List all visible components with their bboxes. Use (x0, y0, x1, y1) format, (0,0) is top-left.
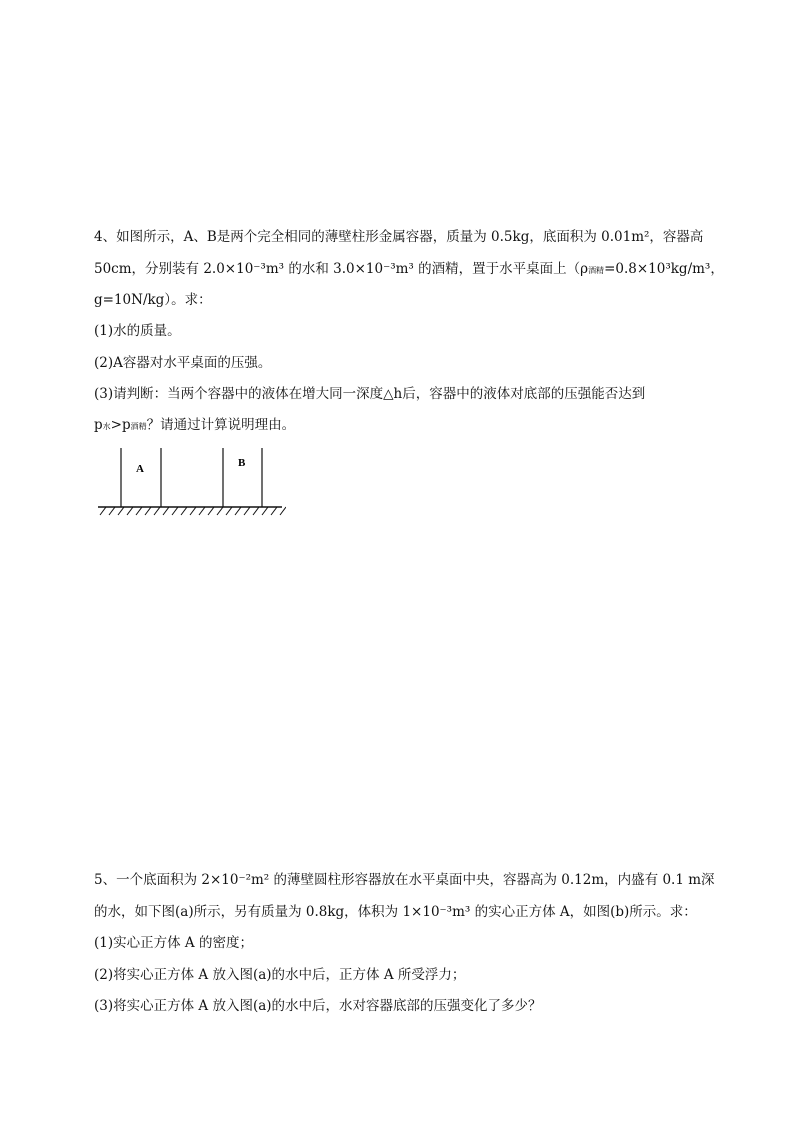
q4-part-2: (2)A容器对水平桌面的压强。 (94, 355, 272, 371)
q5-line-2: 的水，如下图(a)所示，另有质量为 0.8kg，体积为 1×10⁻³m³ 的实心正方体 A，如图(b)所示。求： (94, 904, 697, 920)
hatch-mark (271, 507, 277, 515)
hatch-mark (190, 507, 196, 515)
q5-line-1: 5、一个底面积为 2×10⁻²m² 的薄壁圆柱形容器放在水平桌面中央，容器高为 0.12m，内盛有 0.1 m深 (94, 872, 715, 888)
q4-greater-p: >p (110, 417, 131, 433)
q4-line-3: g=10N/kg）。求： (94, 292, 212, 308)
hatch-mark (100, 507, 106, 515)
q4-part-3-cont (94, 417, 295, 435)
q4-rho-subscript: 酒精 (588, 266, 605, 275)
q4-part-1: (1)水的质量。 (94, 323, 181, 339)
hatch-mark (199, 507, 205, 515)
q5-part-1: (1)实心正方体 A 的密度； (94, 935, 253, 951)
container-a (121, 448, 161, 507)
hatch-mark (235, 507, 241, 515)
hatch-mark (208, 507, 214, 515)
containers-figure (96, 440, 286, 520)
hatch-mark (145, 507, 151, 515)
q4-line-1: 4、如图所示，A、B是两个完全相同的薄壁柱形金属容器，质量为 0.5kg，底面积为 0.01m²，容器高 (94, 229, 704, 245)
hatch-mark (181, 507, 187, 515)
q5-part-2: (2)将实心正方体 A 放入图(a)的水中后，正方体 A 所受浮力； (94, 967, 466, 983)
hatch-mark (280, 507, 286, 515)
hatch-mark (262, 507, 268, 515)
q4-line-2-tail: =0.8×10³kg/m³， (604, 261, 724, 277)
hatch-mark (163, 507, 169, 515)
container-a-label: A (136, 463, 144, 475)
hatch-mark (154, 507, 160, 515)
hatch-mark (136, 507, 142, 515)
q4-line-2 (94, 261, 724, 279)
hatch-mark (217, 507, 223, 515)
hatch-mark (127, 507, 133, 515)
q4-part-3: (3)请判断：当两个容器中的液体在增大同一深度△h后，容器中的液体对底部的压强能否达到 (94, 386, 646, 402)
q4-water-subscript: 水 (102, 422, 111, 431)
hatch-mark (253, 507, 259, 515)
q5-part-3: (3)将实心正方体 A 放入图(a)的水中后，水对容器底部的压强变化了多少？ (94, 998, 542, 1014)
table-surface (98, 507, 286, 515)
q4-line-7-tail: ？请通过计算说明理由。 (146, 417, 296, 433)
hatch-mark (118, 507, 124, 515)
container-b-label: B (238, 457, 246, 469)
hatch-mark (109, 507, 115, 515)
q4-alcohol-subscript: 酒精 (130, 422, 147, 431)
container-b (223, 448, 262, 507)
hatch-mark (244, 507, 250, 515)
hatch-mark (172, 507, 178, 515)
q4-p-symbol: p (94, 417, 103, 433)
hatch-mark (226, 507, 232, 515)
q4-line-2-text: 50cm，分别装有 2.0×10⁻³m³ 的水和 3.0×10⁻³m³ 的酒精，置于水平桌面上（ρ (94, 261, 589, 277)
